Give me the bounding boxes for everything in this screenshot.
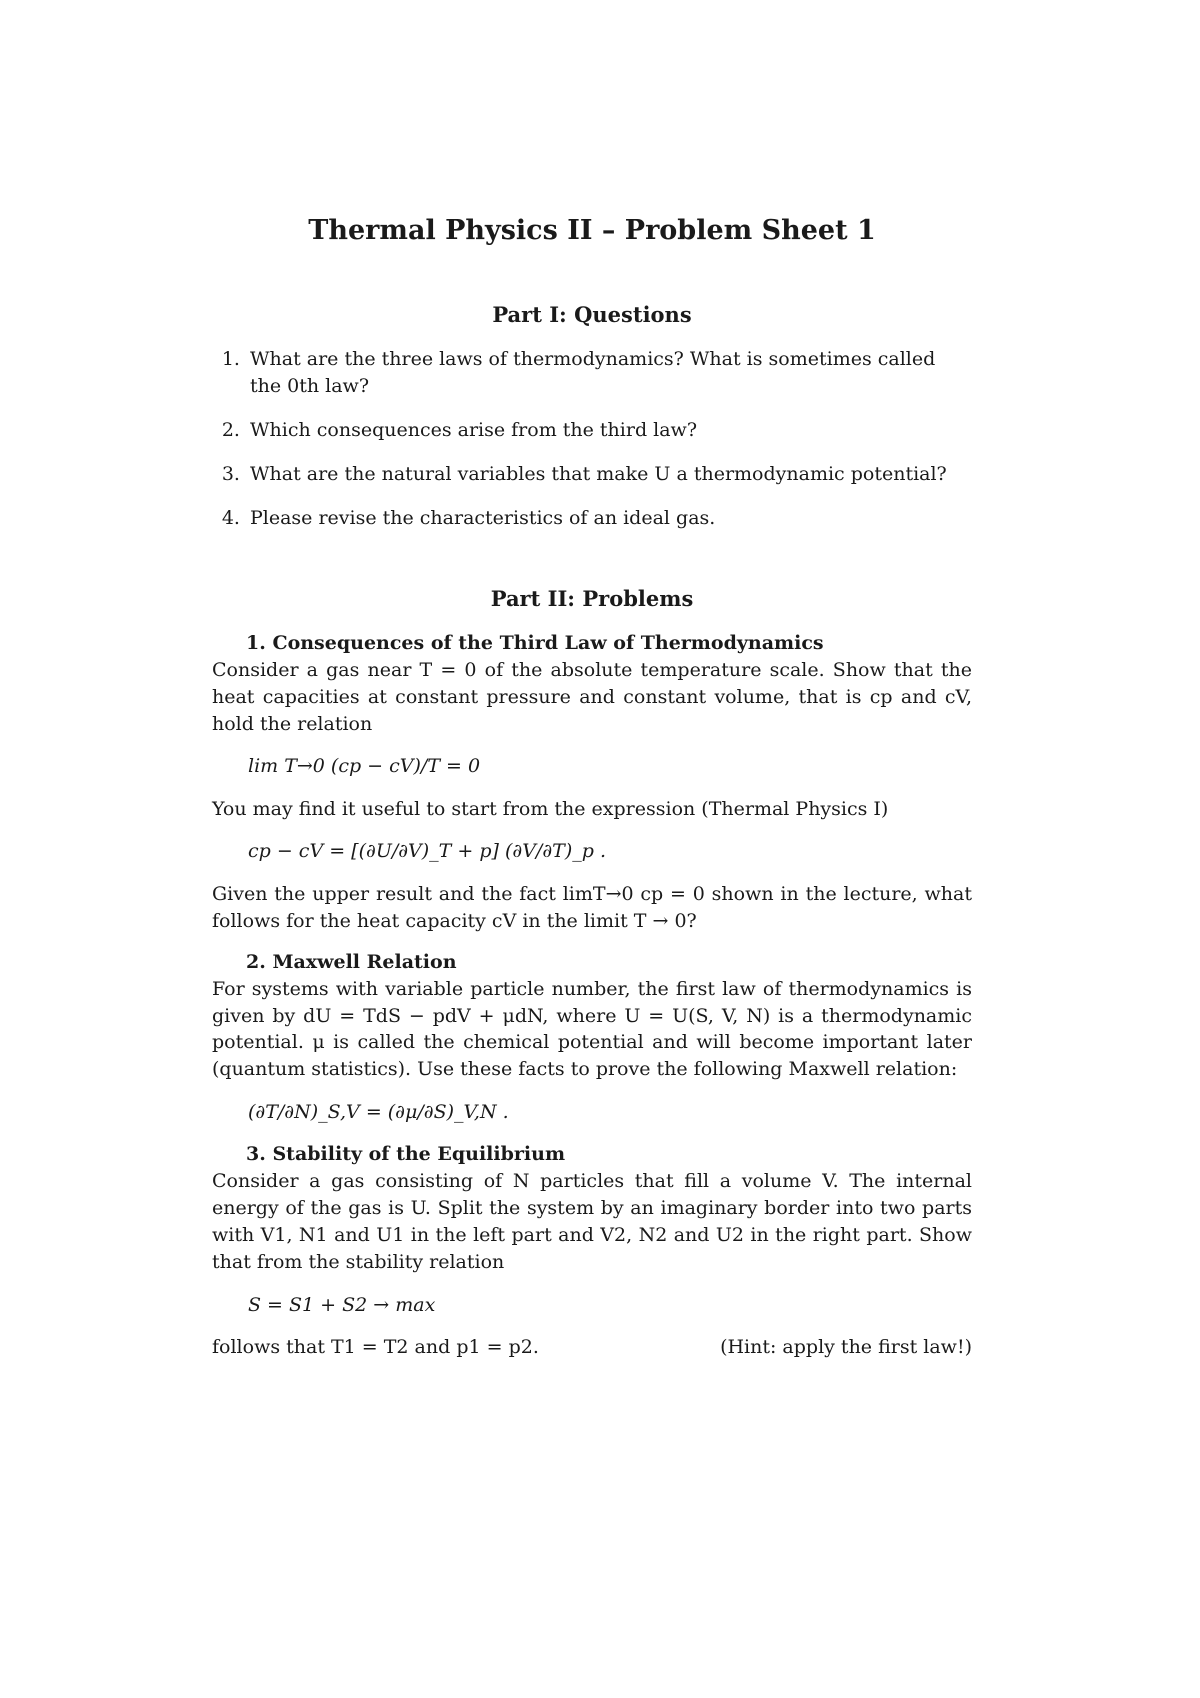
part2-heading: Part II: Problems	[490, 585, 694, 611]
question-item: 1. What are the three laws of thermodynamics? What is sometimes called the 0th law?	[246, 346, 972, 400]
problem-heading: 3. Stability of the Equilibrium	[246, 1143, 566, 1166]
problem-text: For systems with variable particle number, the first law of thermodynamics is given by dU = TdS − pdV + μdN, where U = U(S, V, N) is a thermodynamic potential. μ is called the chemical potential and will become important later (quantum statistics). Use these facts to prove the following Maxwell relation:	[212, 977, 972, 1081]
problem-text: You may find it useful to start from the expression (Thermal Physics I)	[212, 797, 889, 820]
hint-text: (Hint: apply the first law!)	[720, 1336, 972, 1359]
equation: lim T→0 (cp − cV)/T = 0	[248, 755, 481, 778]
problem-heading: 2. Maxwell Relation	[246, 950, 457, 973]
problem-text: Given the upper result and the fact limT→0 cp = 0 shown in the lecture, what follows for the heat capacity cV in the limit T → 0?	[212, 882, 972, 932]
equation: S = S1 + S2 → max	[248, 1293, 436, 1316]
problem-heading: 1. Consequences of the Third Law of Thermodynamics	[246, 631, 824, 654]
document-page	[212, 212, 972, 1361]
question-item: 4. Please revise the characteristics of an ideal gas.	[246, 505, 972, 532]
hint-row	[212, 1334, 972, 1361]
equation: cp − cV = [(∂U/∂V)_T + p] (∂V/∂T)_p .	[248, 840, 606, 863]
question-list	[212, 346, 972, 532]
part1-heading: Part I: Questions	[492, 302, 692, 328]
problem-text: Consider a gas consisting of N particles that fill a volume V. The internal energy of the gas is U. Split the system by an imaginary border into two parts with V1, N1 and U1 in the left part and V2, N2 and U2 in the right part. Show that from the stability relation	[212, 1170, 972, 1274]
document-title: Thermal Physics II – Problem Sheet 1	[308, 215, 876, 246]
problem-text: Consider a gas near T = 0 of the absolute temperature scale. Show that the heat capacities at constant pressure and constant volume, that is cp and cV, hold the relation	[212, 658, 972, 735]
equation: (∂T/∂N)_S,V = (∂μ/∂S)_V,N .	[248, 1100, 509, 1123]
problem-text: follows that T1 = T2 and p1 = p2.	[212, 1336, 539, 1359]
question-item: 3. What are the natural variables that make U a thermodynamic potential?	[246, 461, 972, 488]
question-item: 2. Which consequences arise from the third law?	[246, 417, 972, 444]
